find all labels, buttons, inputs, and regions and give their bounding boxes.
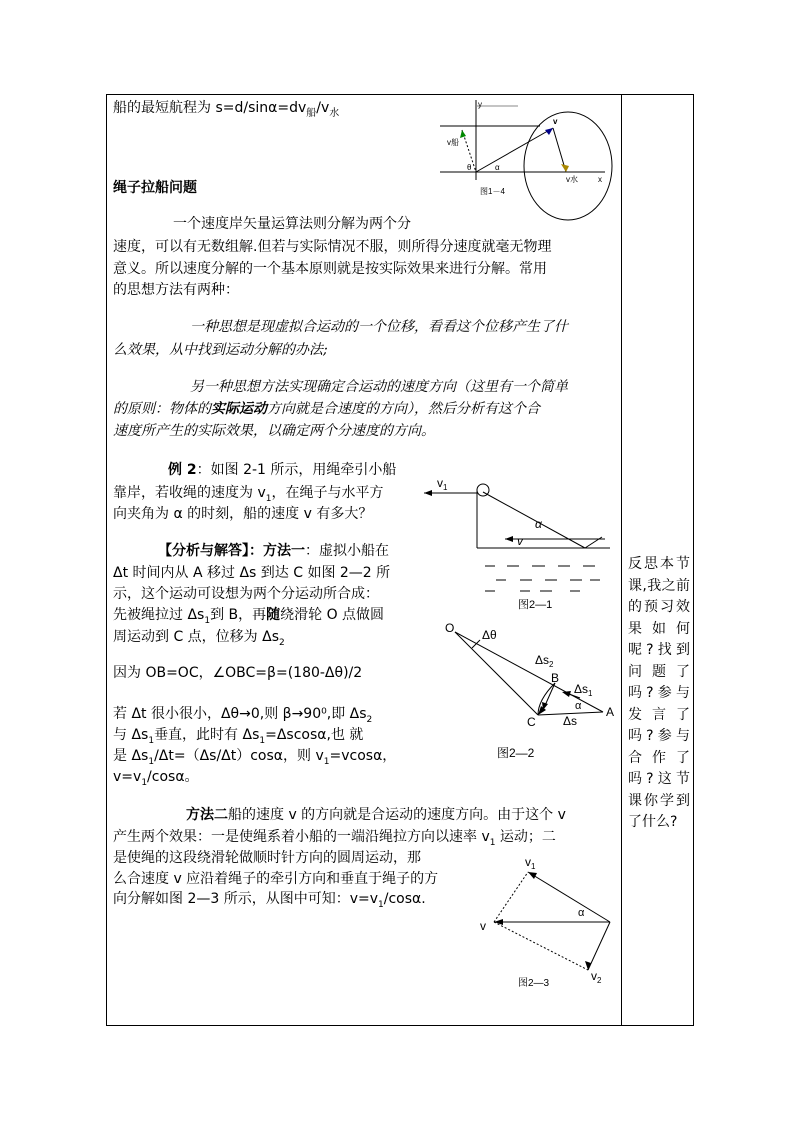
fig22-A-label: A — [606, 705, 615, 719]
para1-line2: 速度，可以有无数组解.但若与实际情况不服，则所得分速度就毫无物理 — [113, 239, 552, 255]
fig21-alpha-label: α — [535, 517, 542, 531]
fig22-ds1-label: $\Delta s_1$ — [574, 682, 593, 698]
fig14-v-label: v — [553, 117, 558, 126]
equation-line3: 与 $\Delta s_1$垂直，此时有 $\Delta s_1=\Delta scos\alpha$,也 就 — [113, 727, 364, 746]
equation-line5: $v=v_1$/cosα。 — [113, 769, 199, 788]
fig14-vboat-label: v船 — [447, 138, 459, 147]
example-line3: 向夹角为 α 的时刻，船的速度 v 有多大？ — [113, 506, 373, 522]
fig21-v1-label: $v_1$ — [437, 476, 448, 492]
analysis-line4: 先被绳拉过 $\Delta s_1$到 B，再随绕滑轮 O 点做圆 — [113, 607, 385, 626]
para2-line1: 一种思想是现虚拟合运动的一个位移，看看这个位移产生了什 — [190, 319, 568, 335]
fig14-vwater-label: v水 — [566, 175, 578, 184]
fig23-alpha-label: α — [578, 907, 585, 919]
fig22-alpha-label: α — [575, 700, 582, 712]
fig14-y-label: y — [478, 100, 482, 109]
section-heading: 绳子拉船问题 — [113, 180, 197, 196]
fig22-B-label: B — [551, 671, 560, 685]
example-line1: 例 2：如图 2-1 所示，用绳牵引小船 — [168, 462, 397, 478]
equation-line1: 因为 OB=OC，∠OBC=β=(180-Δθ)/2 — [113, 665, 363, 681]
fig23-v2-label: $v_2$ — [591, 969, 602, 985]
para1-line3: 意义。所以速度分解的一个基本原则就是按实际效果来进行分解。常用 — [113, 261, 547, 277]
fig22-C-label: C — [527, 715, 536, 729]
fig21-caption: 图2—1 — [518, 599, 553, 611]
fig21-v-label: v — [517, 534, 523, 548]
fig14-x-label: x — [598, 175, 602, 184]
method2-line2: 产生两个效果：一是使绳系着小船的一端沿绳拉方向以速率 $v_1$ 运动；二 — [113, 829, 556, 848]
equation-line4: 是 $\Delta s_1/\Delta t=(\Delta s/\Delta t)\cos\alpha$，则 $v_1=vcos\alpha$， — [113, 748, 397, 767]
analysis-line3: 示，这个运动可设想为两个分运动所合成： — [113, 586, 379, 602]
fig23-caption: 图2—3 — [518, 978, 550, 989]
method2-line1: 方法二船的速度 v 的方向就是合运动的速度方向。由于这个 v — [186, 807, 566, 823]
example-line2: 靠岸，若收绳的速度为 $v_1$，在绳子与水平方 — [113, 485, 384, 504]
para2-line2: 么效果，从中找到运动分解的办法; — [113, 342, 328, 358]
method2-line5: 向分解如图 2—3 所示，从图中可知：$v=v_1$/cosα. — [113, 891, 426, 910]
method2-line4: 么合速度 v 应沿着绳子的牵引方向和垂直于绳子的方 — [113, 871, 439, 887]
para3-line2: 的原则：物体的实际运动方向就是合速度的方向），然后分析有这个合 — [113, 401, 540, 417]
para3-line1: 另一种思想方法实现确定合运动的速度方向（这里有一个简单 — [190, 379, 568, 395]
fig22-ds2-label: $\Delta s_2$ — [535, 653, 554, 669]
fig22-caption: 图2—2 — [497, 746, 535, 760]
fig22-dtheta-label: Δθ — [482, 628, 497, 642]
shortest-path-line: 船的最短航程为 $s=d/\sin\alpha=dv_船/v_水$ — [113, 100, 340, 119]
method2-line3: 是使绳的这段绕滑轮做顺时针方向的圆周运动，那 — [113, 850, 421, 866]
analysis-line2: Δt 时间内从 A 移过 Δs 到达 C 如图 2—2 所 — [113, 565, 391, 581]
equation-line2: 若 Δt 很小很小，Δθ→0,则 β→90⁰,即 $\Delta s_2$ — [113, 706, 373, 725]
reflection-note: 反思本节课,我之前的预习效果如何呢?找到问题了吗?参与发言了吗?参与合作了吗?这节课你学到了什么? — [628, 556, 690, 830]
analysis-line5: 周运动到 C 点，位移为 $\Delta s_2$ — [113, 629, 285, 648]
para3-line3: 速度所产生的实际效果，以确定两个分速度的方向。 — [113, 423, 435, 439]
para1-line1: 一个速度岸矢量运算法则分解为两个分 — [173, 216, 411, 232]
fig14-caption: 图1－4 — [480, 187, 505, 196]
fig23-v1-label: $v_1$ — [525, 855, 536, 871]
fig14-alpha-label: α — [495, 163, 500, 172]
fig22-ds-label: Δs — [563, 714, 578, 728]
fig23-v-label: v — [480, 919, 486, 933]
analysis-line1: 【分析与解答】：方法一：虚拟小船在 — [158, 543, 389, 559]
fig22-O-label: O — [445, 621, 455, 635]
para1-line4: 的思想方法有两种： — [113, 282, 239, 298]
fig14-theta-label: θ — [467, 163, 472, 172]
